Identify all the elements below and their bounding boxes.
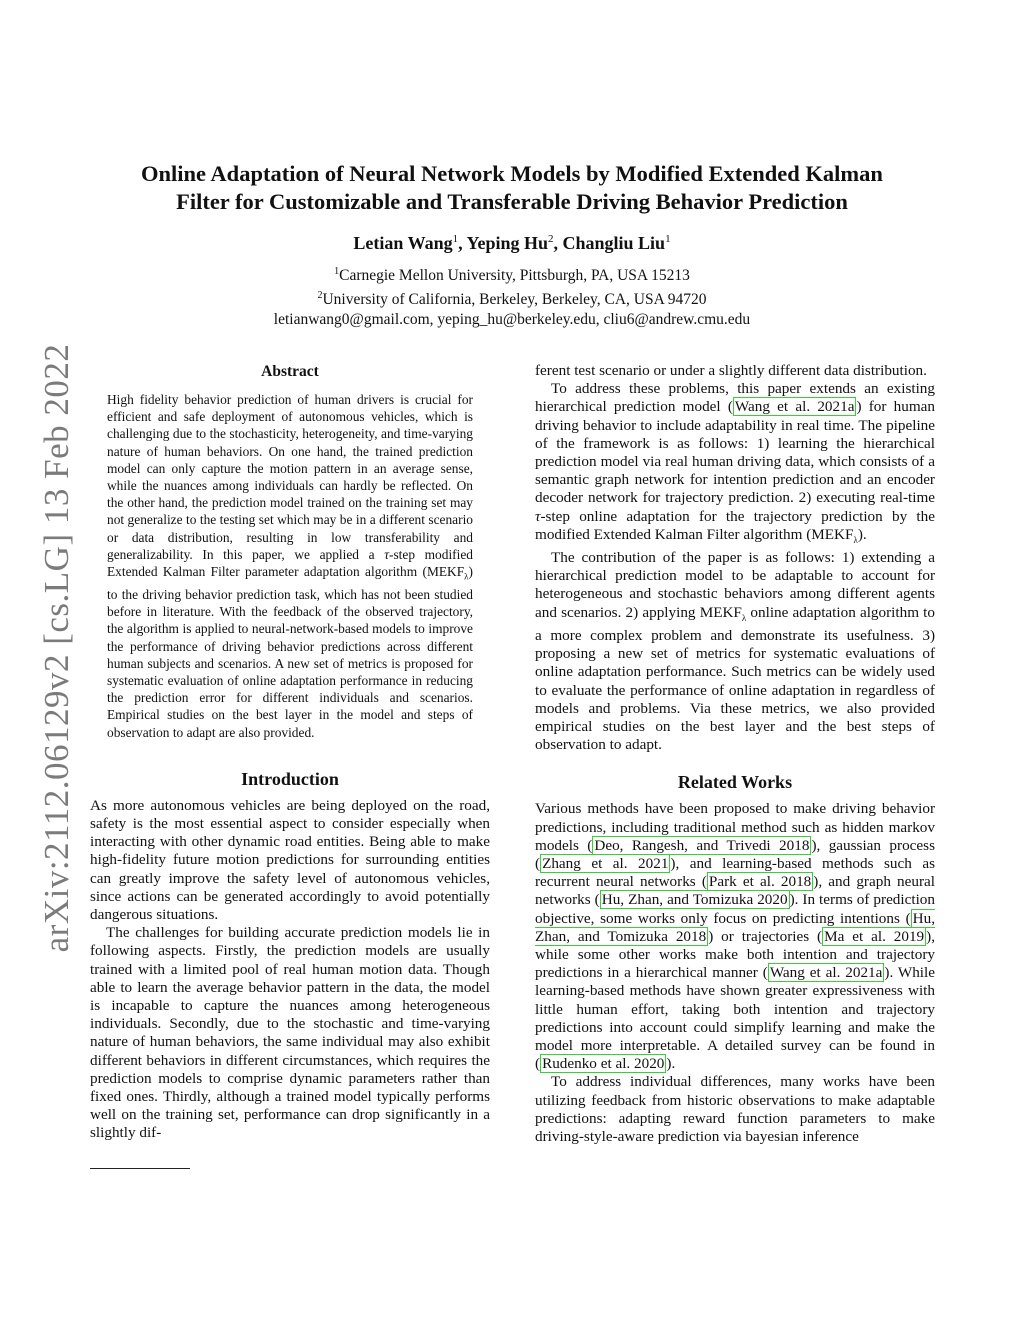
paper-title xyxy=(90,160,934,216)
citation-link[interactable]: Wang et al. 2021a xyxy=(769,964,883,982)
paragraph-text: ). xyxy=(857,525,867,543)
citation-link[interactable]: Hu, Zhan, and Tomizuka 2018 xyxy=(535,909,935,945)
lambda-subscript: λ xyxy=(464,571,469,582)
abstract-text: High fidelity behavior prediction of human drivers is crucial for efficient and safe deployment of autonomous vehicles, which is challenging due to the stochasticity, heterogeneity, and time-varying nature of human behaviors. On one hand, the trained prediction model can only capture the motion pattern in an average sense, while the nuances among individuals can hardly be reflected. On the other hand, the prediction model trained on the training set may not generalize to the testing set which may be in a different scenario or data distribution, resulting in low transferability and generalizability. In this paper, we applied a xyxy=(107,392,473,562)
citation-link[interactable]: Hu, Zhan, and Tomizuka 2020 xyxy=(601,891,788,909)
affiliation-line xyxy=(90,286,934,310)
related-works-paragraph xyxy=(535,800,935,1073)
mekf-symbol xyxy=(700,604,747,621)
affiliation-text: University of California, Berkeley, Berkeley, CA, USA 94720 xyxy=(322,291,707,309)
paragraph-text: To address these problems, this paper extends an existing hierarchical prediction model ( xyxy=(535,380,935,416)
lambda-subscript: λ xyxy=(741,612,747,623)
citation-link[interactable]: Zhang et al. 2021 xyxy=(542,854,669,872)
affiliation-text: Carnegie Mellon University, Pittsburgh, PA, USA 15213 xyxy=(339,267,690,285)
abstract-text: -step modified Extended Kalman Filter parameter adaptation algorithm ( xyxy=(107,546,473,580)
contribution-paragraph xyxy=(535,549,935,754)
abstract-body xyxy=(107,391,473,741)
mekf-label: MEKF xyxy=(699,603,742,621)
footnote-divider xyxy=(90,1168,190,1169)
introduction-paragraph: The challenges for building accurate prediction models lie in following aspects. Firstly, the prediction models are usually trained with a limited pool of real human motion data. Though able to learn the average behavior pattern in the data, the model is incapable to capture the nuances among heterogeneous individuals. Secondly, due to the stochastic and time-varying nature of human behaviors, the same individual may also exhibit different behaviors in different circumstances, which requires the prediction models to comprise dynamic parameters rather than fixed ones. Thirdly, although a trained model typically performs well on the training set, performance can drop significantly in a slightly dif- xyxy=(90,924,490,1142)
paragraph-text: online adaptation algorithm to a more complex problem and demonstrate its usefulness. 3) proposing a new set of metrics for systematic evaluations of online adaptation performance. Such metrics can be widely used to evaluate the performance of online adaptation in regardless of models and problems. Via these metrics, we also provided empirical studies on the best layer and the best steps of observation to adapt. xyxy=(535,603,935,754)
paragraph-text: The contribution of the paper is as follows: 1) extending a hierarchical prediction model to be adaptable to account for heterogeneous and stochastic behaviors among different agents and scenarios. 2) applying xyxy=(535,549,935,621)
paragraph-text: ), and learning-based methods such as recurrent neural networks ( xyxy=(535,854,935,891)
author-name: Yeping Hu xyxy=(466,233,548,253)
affiliation-line xyxy=(90,262,934,286)
tau-symbol: τ xyxy=(535,507,541,525)
affiliation-number: 2 xyxy=(317,290,323,302)
abstract-heading: Abstract xyxy=(261,363,319,380)
paragraph-text: ). xyxy=(666,1055,676,1073)
citation-link[interactable]: Wang et al. 2021a xyxy=(734,398,855,416)
author-name: Letian Wang xyxy=(353,233,453,253)
right-column xyxy=(535,362,935,1146)
lambda-subscript: λ xyxy=(853,534,858,545)
related-works-paragraph: To address individual differences, many works have been utilizing feedback from historic observations to make adaptable predictions: adapting reward function parameters to make driving-style-aware prediction via bayesian inference xyxy=(535,1073,935,1145)
continued-paragraph: ferent test scenario or under a slightly different data distribution. xyxy=(535,362,927,379)
title-line-1: Online Adaptation of Neural Network Models by Modified Extended Kalman xyxy=(141,161,883,186)
affiliation-block xyxy=(90,262,934,330)
paragraph-text: ), while some other works make both intention and trajectory predictions in a hierarchical manner ( xyxy=(535,927,935,982)
author-affiliation-mark: 2 xyxy=(548,233,554,245)
citation-link[interactable]: Deo, Rangesh, and Trivedi 2018 xyxy=(594,836,810,854)
tau-symbol: τ xyxy=(384,546,389,562)
paragraph-text: ). In terms of prediction objective, some works only focus on predicting intentions ( xyxy=(535,891,935,927)
introduction-heading: Introduction xyxy=(241,768,339,789)
left-column xyxy=(90,363,490,1143)
affiliation-number: 1 xyxy=(334,266,340,277)
author-affiliation-mark: 1 xyxy=(665,233,671,245)
mekf-symbol xyxy=(426,564,469,582)
paragraph-text: ) or trajectories ( xyxy=(708,927,823,945)
mekf-symbol xyxy=(811,526,858,543)
title-line-2: Filter for Customizable and Transferable Driving Behavior Prediction xyxy=(176,189,848,214)
abstract-text: ) to the driving behavior prediction task, which has not been studied before in literature. With the feedback of the observed trajectory, the algorithm is applied to neural-network-based models to improve the performance of driving behavior predictions across different human subjects and scenarios. A new set of metrics is proposed for systematic evaluation of online adaptation performance in reducing the prediction error for different individuals and scenarios. Empirical studies on the best layer in the model and steps of observation to adapt are also provided. xyxy=(107,564,473,740)
author-affiliation-mark: 1 xyxy=(452,233,459,245)
citation-link[interactable]: Park et al. 2018 xyxy=(708,873,812,891)
related-works-heading: Related Works xyxy=(677,772,793,793)
author-name: Changliu Liu xyxy=(562,233,666,253)
introduction-paragraph: As more autonomous vehicles are being deployed on the road, safety is the most essential aspect to consider especially when interacting with other dynamic road entities. Being able to make high-fidelity future motion predictions for surrounding entities can greatly improve the safety level of autonomous vehicles, since actions can be generated accordingly to avoid potentially dangerous situations. xyxy=(90,796,490,923)
paragraph-text: -step online adaptation for the trajectory prediction by the modified Extended Kalman Filter algorithm ( xyxy=(535,507,935,543)
paragraph-text: ) for human driving behavior to include adaptability in real time. The pipeline of the framework is as follows: 1) learning the hierarchical prediction model via real human driving data, which consists of a semantic graph network for intention prediction and an encoder decoder network for trajectory prediction. 2) executing real-time xyxy=(535,398,935,507)
mekf-label: MEKF xyxy=(811,525,854,543)
author-list: Letian Wang$^1$, Yeping Hu$^2$, Changliu Liu$^1$ xyxy=(353,233,671,253)
approach-paragraph xyxy=(535,380,935,549)
citation-link[interactable]: Rudenko et al. 2020 xyxy=(542,1055,665,1073)
mekf-label: MEKF xyxy=(426,564,465,580)
paragraph-text: Various methods have been proposed to make driving behavior predictions, including traditional method such as hidden markov models ( xyxy=(535,800,935,854)
paragraph-text: ), and graph neural networks ( xyxy=(535,873,935,909)
paragraph-text: ). While learning-based methods have shown greater expressiveness with little human effort, taking both intention and trajectory predictions into account could simplify learning and make the model more interpretable. A detailed survey can be found in ( xyxy=(535,964,935,1073)
arxiv-identifier[interactable]: arXiv:2112.06129v2 [cs.LG] 13 Feb 2022 xyxy=(37,343,76,953)
author-emails: letianwang0@gmail.com, yeping_hu@berkeley.edu, cliu6@andrew.cmu.edu xyxy=(273,311,751,329)
paragraph-text: ), gaussian process ( xyxy=(535,836,935,872)
citation-link[interactable]: Ma et al. 2019 xyxy=(824,927,925,945)
